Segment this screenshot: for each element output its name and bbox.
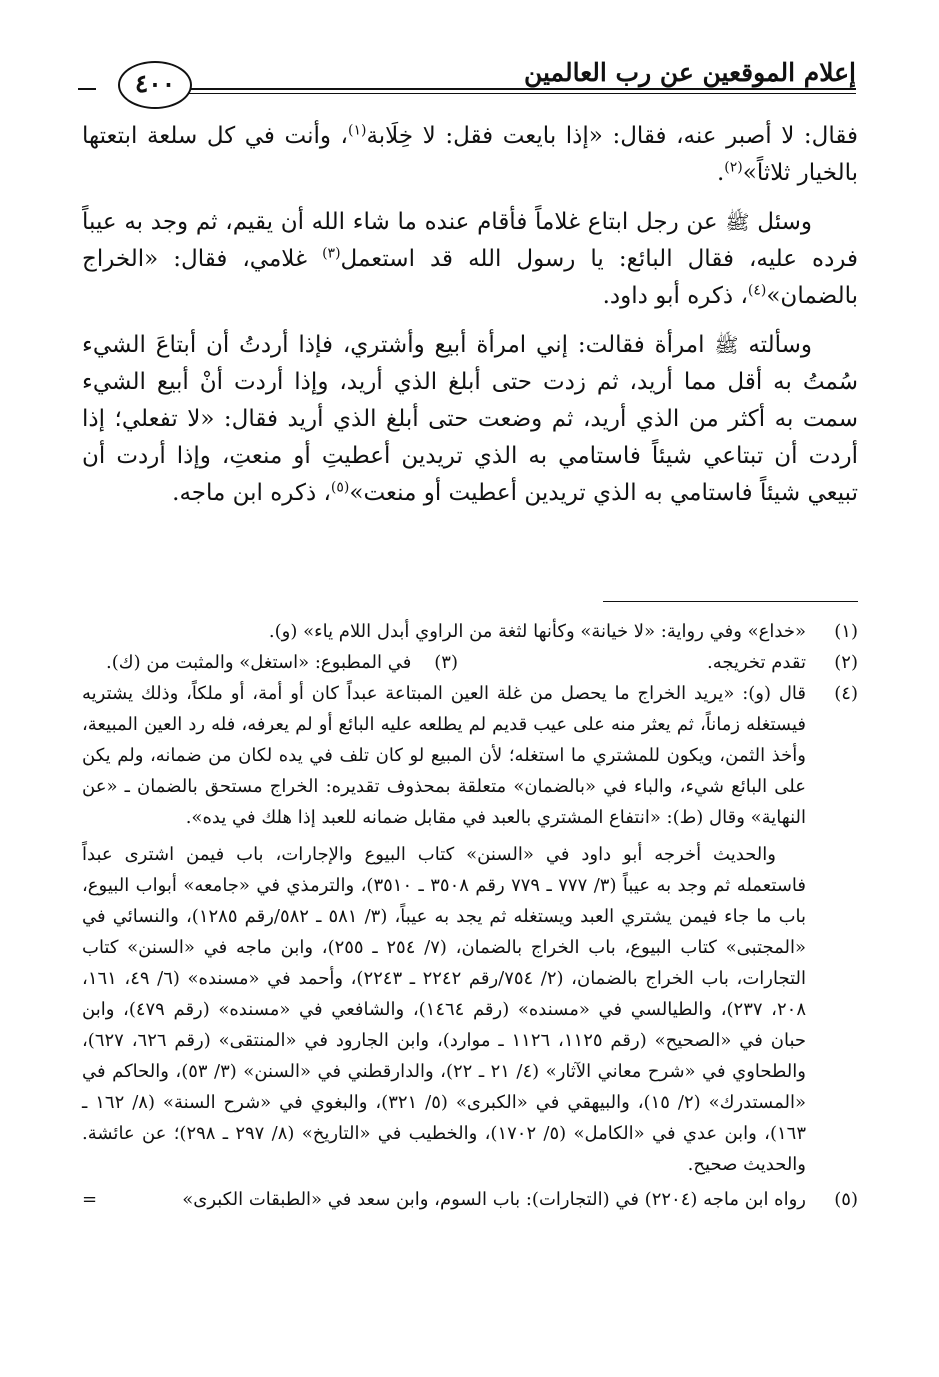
- footnote-ref-3: (٣): [322, 245, 341, 262]
- footnote-number: (١): [834, 621, 858, 642]
- footnote-4-continuation: والحديث أخرجه أبو داود في «السنن» كتاب البيوع والإجارات، باب فيمن اشترى عبداً فاستعمله ثم وجد به عيباً (٣/ ٧٧٧ ـ ٧٧٩ رقم ٣٥٠٨ ـ ٣٥١٠)، والترمذي في «جامعه» أبواب البيوع، باب ما جاء فيمن يشتري العبد ويستغله ثم يجد به عيباً، (٣/ ٥٨١ ـ ٥٨٢/رقم ١٢٨٥)، والنسائي في «المجتبى» كتاب البيوع، باب الخراج بالضمان، (٧/ ٢٥٤ ـ ٢٥٥)، وابن ماجه في «السنن» كتاب التجارات، باب الخراج بالضمان، (٢/ ٧٥٤/رقم ٢٢٤٢ ـ ٢٢٤٣)، وأحمد في «مسنده» (٦/ ٤٩، ١٦١، ٢٠٨، ٢٣٧)، والطيالسي في «مسنده» (رقم ١٤٦٤)، والشافعي في «مسنده» (رقم ٤٧٩)، وابن حبان في «الصحيح» (رقم ١١٢٥، ١١٢٦ ـ موارد)، وابن الجارود في «المنتقى» (رقم ٦٢٦، ٦٢٧)، والطحاوي في «شرح معاني الآثار» (٤/ ٢١ ـ ٢٢)، والدارقطني في «السنن» (٣/ ٥٣)، والحاكم في «المستدرك» (٢/ ١٥)، والبيهقي في «الكبرى» (٥/ ٣٢١)، والبغوي في «شرح السنة» (٨/ ١٦٢ ـ ١٦٣)، وابن عدي في «الكامل» (٥/ ١٧٠٢)، والخطيب في «التاريخ» (٨/ ٢٩٧ ـ ٢٩٨)؛ عن عائشة. والحديث صحيح.: [82, 844, 807, 1175]
- text-span: ، وأنت في كل سلعة ابتعتها بالخيار ثلاثاً»: [82, 123, 858, 186]
- text-span: غلامي، فقال: «الخراج بالضمان»: [82, 246, 858, 309]
- footnote-number: (٤): [834, 683, 858, 704]
- footnote-separator: [603, 601, 858, 602]
- salawat-symbol: ﷺ: [725, 210, 750, 234]
- page-number: ٤٠٠: [118, 61, 192, 109]
- header-rule: [164, 88, 856, 90]
- text-span: ، ذكره ابن ماجه.: [172, 480, 331, 506]
- running-title: إعلام الموقعين عن رب العالمين: [523, 58, 856, 87]
- paragraph-1: [82, 118, 858, 192]
- footnote-text: رواه ابن ماجه (٢٢٠٤) في (التجارات): باب السوم، وابن سعد في «الطبقات الكبرى»: [182, 1189, 806, 1210]
- footnote-number: (٥): [834, 1189, 858, 1210]
- footnote-ref-2: (٢): [724, 159, 743, 176]
- footnote-ref-1: (١): [347, 122, 367, 139]
- footnote-2: [82, 647, 858, 678]
- footnote-text: تقدم تخريجه.: [707, 652, 806, 673]
- footnotes: [82, 616, 858, 1215]
- footnote-3: [106, 647, 458, 678]
- text-span: ، ذكره أبو داود.: [602, 283, 748, 309]
- text-span: .: [716, 160, 725, 186]
- footnote-5: [82, 1184, 858, 1215]
- text-span: وسألته: [748, 332, 813, 358]
- footnote-ref-4: (٤): [747, 282, 767, 299]
- paragraph-2: [82, 204, 858, 315]
- footnote-text: في المطبوع: «استغل» والمثبت من (ك).: [106, 652, 412, 673]
- main-text: [82, 118, 858, 524]
- footnote-4: [82, 678, 858, 833]
- footnote-number: (٣): [434, 652, 458, 673]
- text-span: وسئل: [757, 209, 813, 235]
- page-header: [78, 50, 856, 102]
- text-span: عن رجل ابتاع غلاماً فأقام عنده ما شاء الله أن يقيم، ثم وجد به عيباً فرده عليه، فقال البائع: يا رسول الله قد استعمل: [82, 209, 858, 272]
- paragraph-3: [82, 327, 858, 512]
- footnote-number: (٢): [834, 652, 858, 673]
- salawat-symbol: ﷺ: [714, 333, 739, 357]
- continuation-mark: =: [82, 1189, 98, 1210]
- text-span: امرأة فقالت: إني امرأة أبيع وأشتري، فإذا أردتُ أن أبتاعَ الشيء سُمتُ به أقل مما أريد، ثم زدت حتى أبلغ الذي أريد، وإذا أردت أنْ أبيع الشيء سمت به أكثر من الذي أريد، ثم وضعت حتى أبلغ الذي أريد فقال: «لا تفعلي؛ إذا أردت أن تبتاعي شيئاً فاستامي به الذي تريدين أعطيتِ أو منعتِ، وإذا أردت أن تبيعي شيئاً فاستامي به الذي تريدين أعطيت أو منعت»: [82, 332, 858, 506]
- text-span: فقال: لا أصبر عنه، فقال: «إذا بايعت فقل: لا خِلَابة: [366, 123, 858, 149]
- header-rule-left: [78, 88, 96, 90]
- footnote-ref-5: (٥): [330, 479, 350, 496]
- header-rule-thin: [164, 93, 856, 94]
- footnote-1: [82, 616, 858, 647]
- footnote-text: قال (و): «يريد الخراج ما يحصل من غلة العين المبتاعة عبداً كان أو أمة، أو ملكاً، وذلك يشتريه فيستغله زماناً، ثم يعثر منه على عيب قديم لم يطلعه عليه البائع أو لم يعرفه، فله رد العين المبيعة، وأخذ الثمن، ويكون للمشتري ما استغله؛ لأن المبيع لو كان تلف في يده لكان من ضمانه، ولم يكن على البائع شيء، والباء في «بالضمان» متعلقة بمحذوف تقديره: الخراج مستحق بالضمان ـ «عن النهاية» وقال (ط): «انتفاع المشتري بالعبد في مقابل ضمانه للعبد إذا هلك في يده».: [82, 683, 806, 828]
- footnote-text: «خداع» وفي رواية: «لا خيانة» وكأنها لثغة من الراوي أبدل اللام ياء» (و).: [268, 621, 806, 642]
